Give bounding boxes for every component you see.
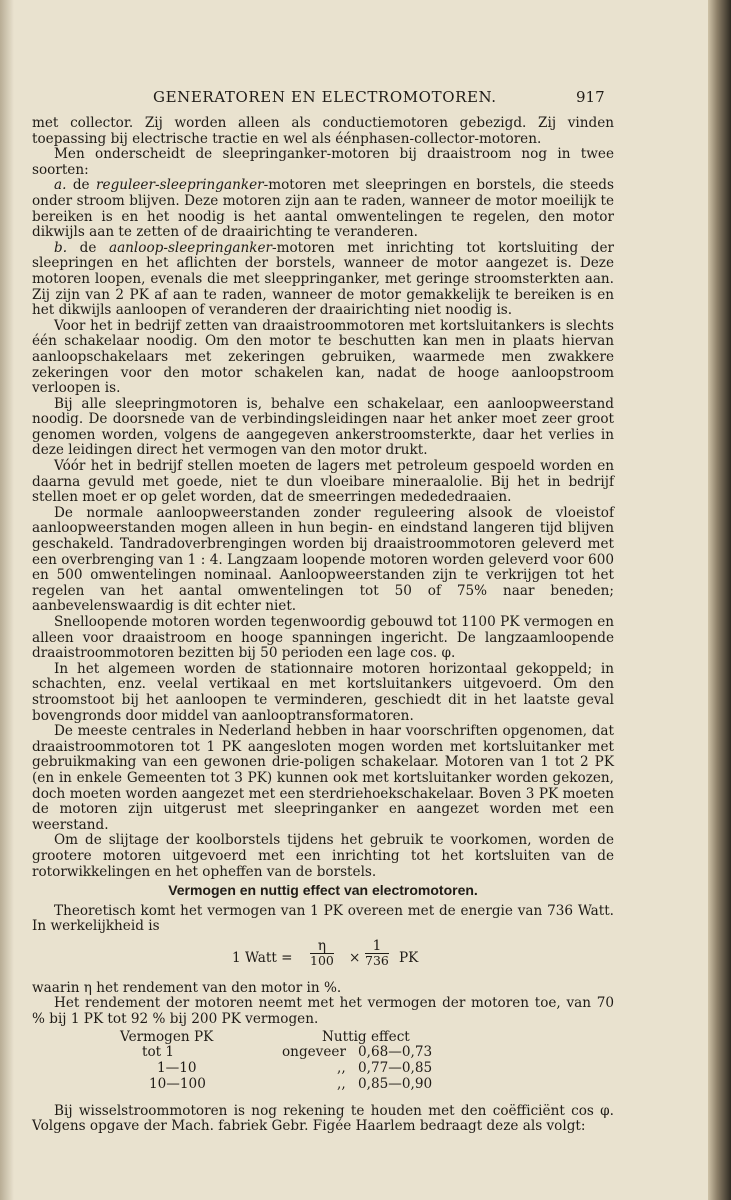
fraction-denominator: 100 (310, 952, 334, 968)
table-header: Nuttig effect (322, 1028, 410, 1045)
item-text: -motoren met sleepringen en borstels, die steeds onder stroom blijven. Deze motoren zijn aan te raden, wanneer de motor moeilijk te bereiken is en het noodig is het aantal omwentelingen te regelen, den motor dikwijls aan te zetten of de draairichting te veranderen. (32, 177, 614, 241)
times-sign: × (349, 949, 361, 966)
table-cell-mark: ,, (337, 1075, 346, 1092)
table-cell-pk: tot 1 (142, 1043, 175, 1060)
fraction-numerator: η (310, 939, 334, 954)
paragraph: Men onderscheidt de sleepringanker-motoren bij draaistroom nog in twee soorten: (32, 146, 614, 178)
running-header (0, 88, 708, 112)
item-label: b. (54, 239, 68, 256)
fraction-denominator: 736 (365, 952, 389, 968)
item-text: -motoren met inrichting tot kortsluiting der sleepringen en het aflichten der borstels, wanneer de motor aangezet is. Deze motoren loopen, evenals die met sleeppringanker, met geringe stroomsterkten aan. Zij zijn van 2 PK af aan te raden, wanneer de motor gemakkelijk te bereiken is en het dikwijls aanloopen of veranderen der draairichting niet noodig is. (32, 239, 614, 319)
table-cell-mark: ,, (337, 1059, 346, 1076)
paragraph: De normale aanloopweerstanden zonder reguleering alsook de vloeistof aanloopweerstanden mogen alleen in hun begin- en eindstand langeren tijd blijven geschakeld. Tandradoverbrengingen worden bij draaistroommotoren geleverd met een overbrenging van 1 : 4. Langzaam loopende motoren worden geleverd voor 600 en 500 omwentelingen nominaal. Aanloopweerstanden zijn te verkrijgen tot het regelen van het aantal omwentelingen tot 50 of 75% naar beneden; aanbevelenswaardig is dit echter niet. (32, 504, 614, 615)
formula-fraction-eta (310, 939, 334, 968)
item-term: reguleer-sleepringanker (96, 177, 264, 194)
table-cell-effect: 0,85—0,90 (358, 1075, 433, 1092)
table-cell-effect: 0,77—0,85 (358, 1059, 433, 1076)
paragraph: Bij alle sleepringmotoren is, behalve een schakelaar, een aanloopweerstand noodig. De doorsnede van de verbindingsleidingen naar het anker moet zeer groot genomen worden, volgens de aangegeven ankerstroomsterkte, daar het verlies in deze leidingen direct het vermogen van den motor drukt. (32, 395, 614, 459)
paragraph: Bij wisselstroommotoren is nog rekening te houden met den coëfficiënt cos φ. Volgens opgave der Mach. fabriek Gebr. Figée Haarlem bedraagt deze als volgt: (32, 1102, 614, 1135)
paragraph: Theoretisch komt het vermogen van 1 PK overeen met de energie van 736 Watt. In werkelijkheid is (32, 902, 614, 935)
fraction-numerator: 1 (365, 939, 389, 954)
table-cell-mark: ongeveer (282, 1043, 346, 1060)
paragraph-item-a: a. de reguleer-sleepringanker-motoren met sleepringen en borstels, die steeds onder stroom blijven. Deze motoren zijn aan te raden, wanneer de motor moeilijk te bereiken is en het noodig is het aantal omwentelingen te regelen, den motor dikwijls aan te zetten of de draairichting te veranderen. (32, 177, 614, 241)
formula-lhs: 1 Watt = (232, 949, 293, 966)
paragraph: In het algemeen worden de stationnaire motoren horizontaal gekoppeld; in schachten, enz. veelal vertikaal en met kortsluitankers uitgevoerd. Om den stroomstoot bij het aanloopen te verminderen, geschiedt dit in het laatste geval bovengronds door middel van aanlooptransformatoren. (32, 660, 614, 724)
paragraph: De meeste centrales in Nederland hebben in haar voorschriften opgenomen, dat draaistroommotoren tot 1 PK aangesloten mogen worden met kortsluitanker met gebruikmaking van een gewonen drie-poligen schakelaar. Motoren van 1 tot 2 PK (en in enkele Gemeenten tot 3 PK) kunnen ook met kortsluitanker worden gekozen, doch moeten worden aangezet met een sterdriehoekschakelaar. Boven 3 PK moeten de motoren zijn uitgerust met sleepringanker en aangezet worden met een weerstand. (32, 723, 614, 833)
item-label: a. (54, 177, 67, 194)
paragraph: Vóór het in bedrijf stellen moeten de lagers met petroleum gespoeld worden en daarna gevuld met goede, niet te dun vloeibare mineraalolie. Bij het in bedrijf stellen moet er op gelet worden, dat de smeerringen medededraaien. (32, 458, 614, 506)
table-cell-effect: 0,68—0,73 (358, 1043, 433, 1060)
page-edge-shadow (708, 0, 731, 1200)
body-text (32, 116, 614, 1135)
table-cell-pk: 1—10 (157, 1059, 197, 1076)
item-term: aanloop-sleepringanker (108, 239, 273, 256)
paragraph: Snelloopende motoren worden tegenwoordig gebouwd tot 1100 PK vermogen en alleen voor draaistroom en hooge spanningen ingericht. De langzaamloopende draaistroommotoren bezitten bij 50 perioden een lage cos. φ. (32, 614, 614, 662)
paragraph: Om de slijtage der koolborstels tijdens het gebruik te voorkomen, worden de grootere motoren uitgevoerd met een inrichting tot het kortsluiten van de rotorwikkelingen en het opheffen van de borstels. (32, 832, 614, 880)
paragraph: met collector. Zij worden alleen als conductiemotoren gebezigd. Zij vinden toepassing bij electrische tractie en wel als éénphasen-collector-motoren. (32, 115, 614, 147)
watt-formula (32, 935, 614, 981)
formula-fraction-watt (365, 939, 389, 968)
paragraph: waarin η het rendement van den motor in %. (32, 979, 342, 996)
page-gutter-shadow (0, 0, 14, 1200)
formula-unit: PK (399, 949, 419, 966)
table-header: Vermogen PK (120, 1028, 214, 1045)
efficiency-table (32, 1030, 614, 1104)
paragraph-item-b: b. de aanloop-sleepringanker-motoren met inrichting tot kortsluiting der sleepringen en het aflichten der borstels, wanneer de motor aangezet is. Deze motoren loopen, evenals die met sleeppringanker, met geringe stroomsterkten aan. Zij zijn van 2 PK af aan te raden, wanneer de motor gemakkelijk te bereiken is en het dikwijls aanloopen of veranderen der draairichting niet noodig is. (32, 239, 614, 319)
page-number: 917 (576, 88, 605, 106)
paragraph: Voor het in bedrijf zetten van draaistroommotoren met kortsluitankers is slechts één schakelaar noodig. Om den motor te beschutten kan men in plaats hiervan aanloopschakelaars met zekeringen gebruiken, waarmede men zwakkere zekeringen voor den motor schakelen kan, nadat de hooge aanloopstroom verloopen is. (32, 317, 614, 397)
paragraph: Het rendement der motoren neemt met het vermogen der motoren toe, van 70 % bij 1 PK tot 92 % bij 200 PK vermogen. (32, 995, 614, 1028)
table-cell-pk: 10—100 (149, 1075, 206, 1092)
section-heading: Vermogen en nuttig effect van electromotoren. (168, 882, 478, 899)
running-title: GENERATOREN EN ELECTROMOTOREN. (153, 88, 497, 106)
